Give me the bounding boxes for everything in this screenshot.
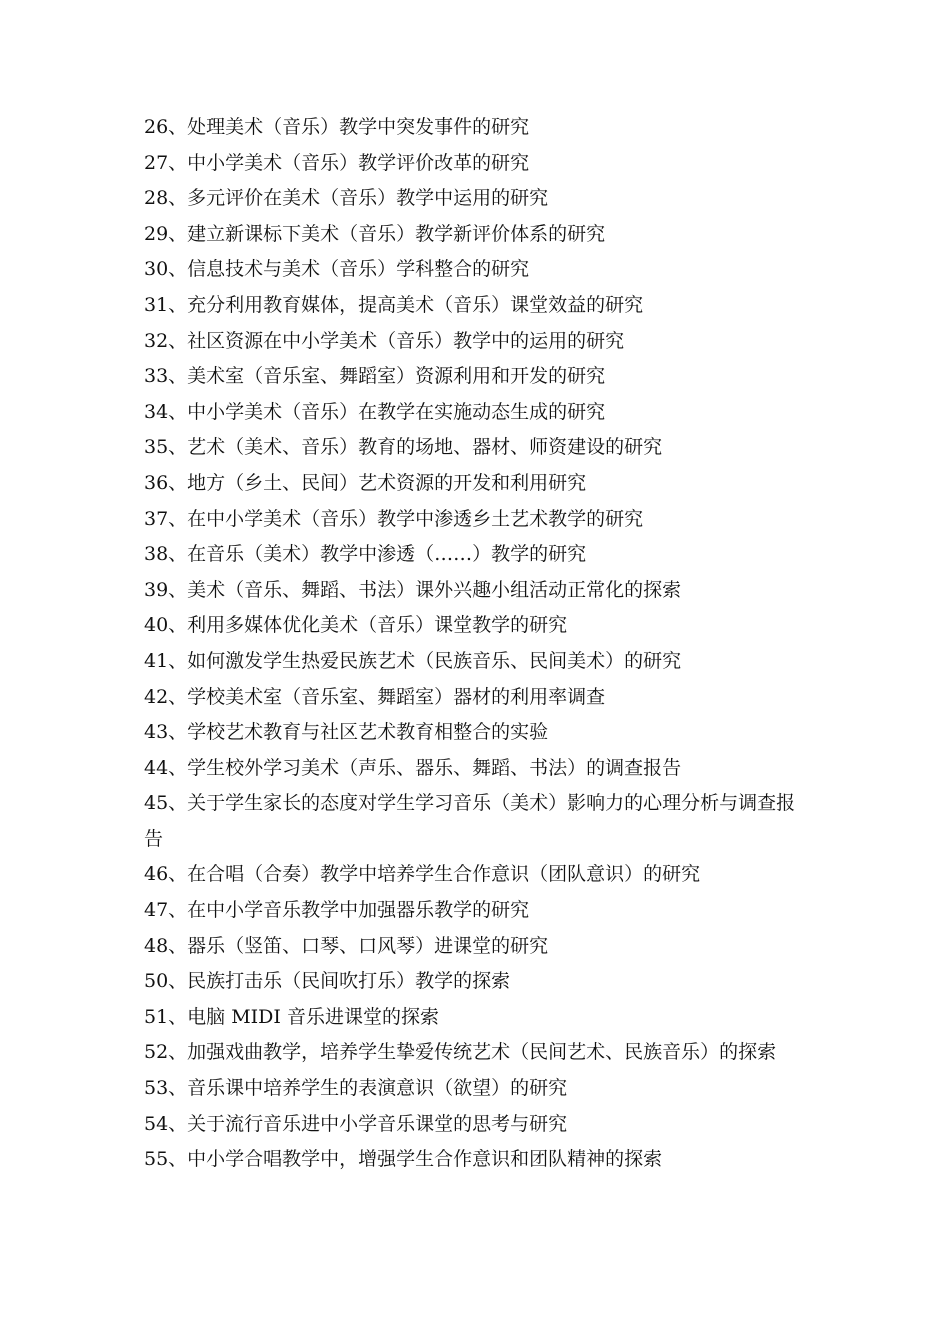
list-item: 33、美术室（音乐室、舞蹈室）资源利用和开发的研究	[144, 365, 606, 388]
list-item: 36、地方（乡土、民间）艺术资源的开发和利用研究	[144, 471, 587, 494]
list-item: 53、音乐课中培养学生的表演意识（欲望）的研究	[144, 1077, 568, 1100]
list-item: 38、在音乐（美术）教学中渗透（……）教学的研究	[144, 543, 587, 566]
list-item: 51、电脑 MIDI 音乐进课堂的探索	[144, 1005, 439, 1028]
list-item: 26、处理美术（音乐）教学中突发事件的研究	[144, 116, 530, 138]
list-item: 28、多元评价在美术（音乐）教学中运用的研究	[144, 187, 549, 210]
list-item: 29、建立新课标下美术（音乐）教学新评价体系的研究	[144, 222, 606, 245]
list-item: 39、美术（音乐、舞蹈、书法）课外兴趣小组活动正常化的探索	[144, 578, 682, 601]
list-item: 35、艺术（美术、音乐）教育的场地、器材、师资建设的研究	[144, 436, 663, 459]
list-item: 45、关于学生家长的态度对学生学习音乐（美术）影响力的心理分析与调查报告	[144, 792, 796, 850]
list-item: 47、在中小学音乐教学中加强器乐教学的研究	[144, 899, 530, 922]
list-item: 50、民族打击乐（民间吹打乐）教学的探索	[144, 970, 511, 993]
list-item: 41、如何激发学生热爱民族艺术（民族音乐、民间美术）的研究	[144, 649, 682, 672]
list-item: 48、器乐（竖笛、口琴、口风琴）进课堂的研究	[144, 934, 549, 957]
list-item: 44、学生校外学习美术（声乐、器乐、舞蹈、书法）的调查报告	[144, 756, 682, 779]
list-item: 52、加强戏曲教学，培养学生挚爱传统艺术（民间艺术、民族音乐）的探索	[144, 1041, 777, 1064]
list-item: 27、中小学美术（音乐）教学评价改革的研究	[144, 151, 530, 174]
list-item: 54、关于流行音乐进中小学音乐课堂的思考与研究	[144, 1112, 568, 1135]
list-item: 37、在中小学美术（音乐）教学中渗透乡土艺术教学的研究	[144, 507, 644, 530]
research-topic-list	[144, 110, 804, 1178]
list-item: 31、充分利用教育媒体，提高美术（音乐）课堂效益的研究	[144, 293, 644, 316]
list-item: 43、学校艺术教育与社区艺术教育相整合的实验	[144, 721, 549, 744]
list-item: 32、社区资源在中小学美术（音乐）教学中的运用的研究	[144, 329, 625, 352]
list-item: 55、中小学合唱教学中，增强学生合作意识和团队精神的探索	[144, 1148, 663, 1171]
list-item: 42、学校美术室（音乐室、舞蹈室）器材的利用率调查	[144, 685, 606, 708]
list-item: 34、中小学美术（音乐）在教学在实施动态生成的研究	[144, 400, 606, 423]
list-item: 40、利用多媒体优化美术（音乐）课堂教学的研究	[144, 614, 568, 637]
list-item: 46、在合唱（合奏）教学中培养学生合作意识（团队意识）的研究	[144, 863, 701, 886]
list-item: 30、信息技术与美术（音乐）学科整合的研究	[144, 258, 530, 281]
